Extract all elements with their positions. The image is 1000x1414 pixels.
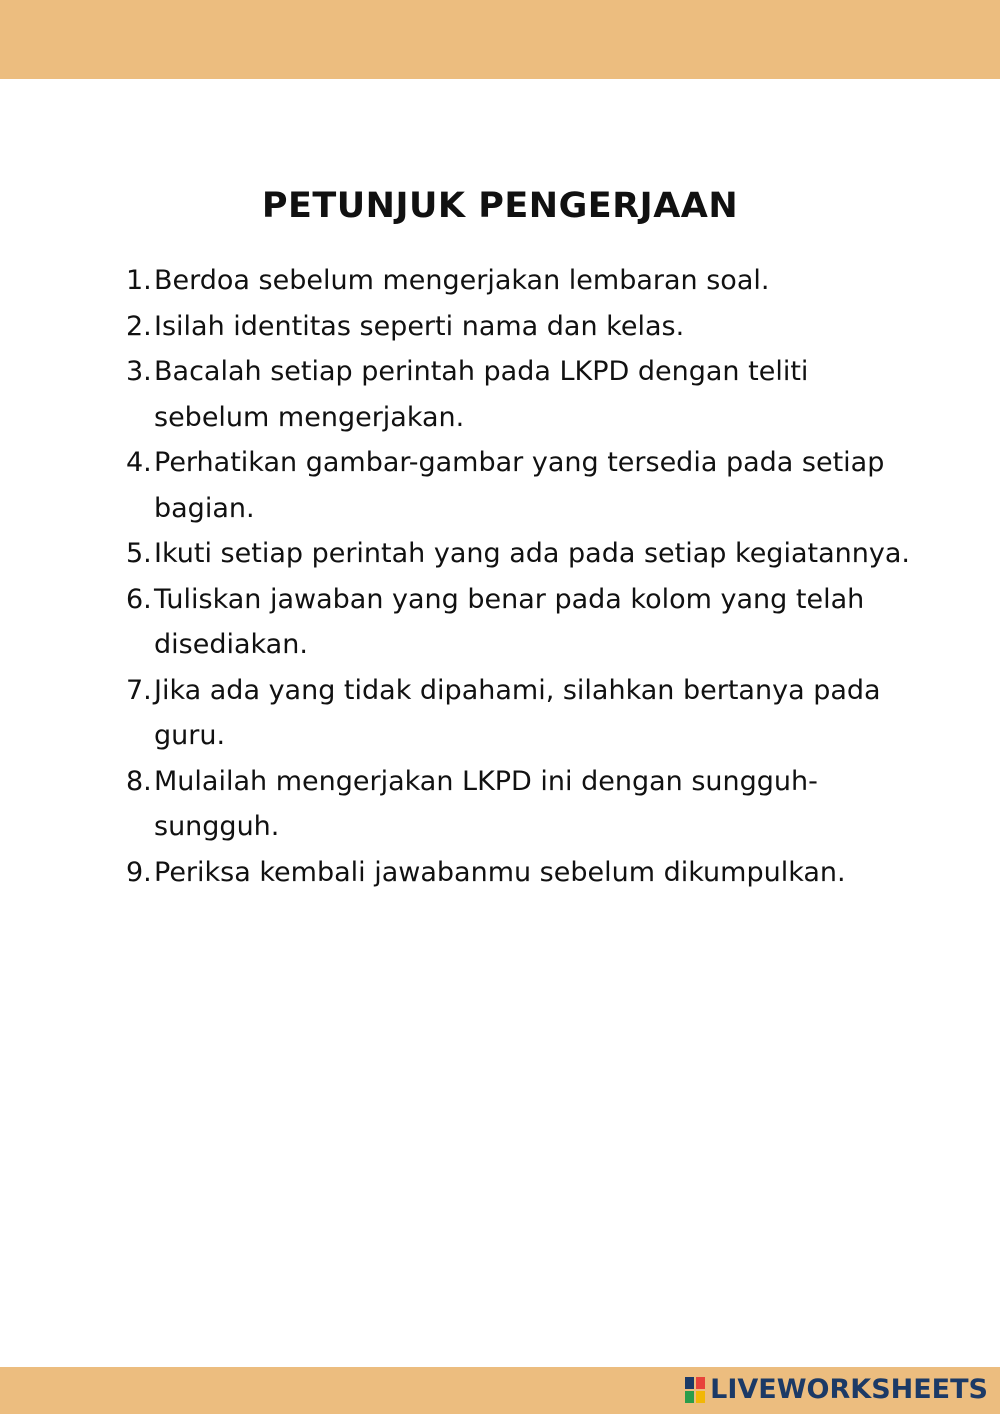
item-text: Perhatikan gambar-gambar yang tersedia pada setiap bagian. xyxy=(154,447,885,524)
item-number: 4. xyxy=(126,447,152,478)
list-item xyxy=(126,759,926,850)
list-item xyxy=(126,531,926,577)
item-text: Bacalah setiap perintah pada LKPD dengan teliti sebelum mengerjakan. xyxy=(154,356,809,433)
item-number: 8. xyxy=(126,765,152,797)
list-item xyxy=(126,440,926,531)
item-text: Tuliskan jawaban yang benar pada kolom yang telah disediakan. xyxy=(154,583,865,660)
item-number: 6. xyxy=(126,583,152,615)
list-item xyxy=(126,304,926,350)
item-text: Ikuti setiap perintah yang ada pada setiap kegiatannya. xyxy=(154,538,910,569)
item-text: Jika ada yang tidak dipahami, silahkan bertanya pada guru. xyxy=(154,674,881,751)
list-item xyxy=(126,850,926,896)
instruction-list xyxy=(126,258,926,895)
liveworksheets-brand xyxy=(684,1372,988,1408)
page-title: PETUNJUK PENGERJAAN xyxy=(261,186,739,226)
item-number: 9. xyxy=(126,856,152,888)
item-text: Mulailah mengerjakan LKPD ini dengan sungguh-sungguh. xyxy=(154,765,818,842)
item-text: Isilah identitas seperti nama dan kelas. xyxy=(154,310,685,342)
item-number: 3. xyxy=(126,356,152,387)
top-decorative-band xyxy=(0,0,1000,79)
list-item xyxy=(126,258,926,304)
list-item xyxy=(126,577,926,668)
list-item xyxy=(126,668,926,759)
item-text: Berdoa sebelum mengerjakan lembaran soal. xyxy=(154,265,770,296)
brand-text: LIVEWORKSHEETS xyxy=(710,1374,988,1405)
item-number: 1. xyxy=(126,265,152,296)
item-number: 2. xyxy=(126,310,152,342)
item-number: 7. xyxy=(126,674,152,706)
liveworksheets-logo-icon xyxy=(684,1376,706,1404)
list-item xyxy=(126,349,926,440)
item-text: Periksa kembali jawabanmu sebelum dikumpulkan. xyxy=(154,856,846,888)
item-number: 5. xyxy=(126,538,152,569)
